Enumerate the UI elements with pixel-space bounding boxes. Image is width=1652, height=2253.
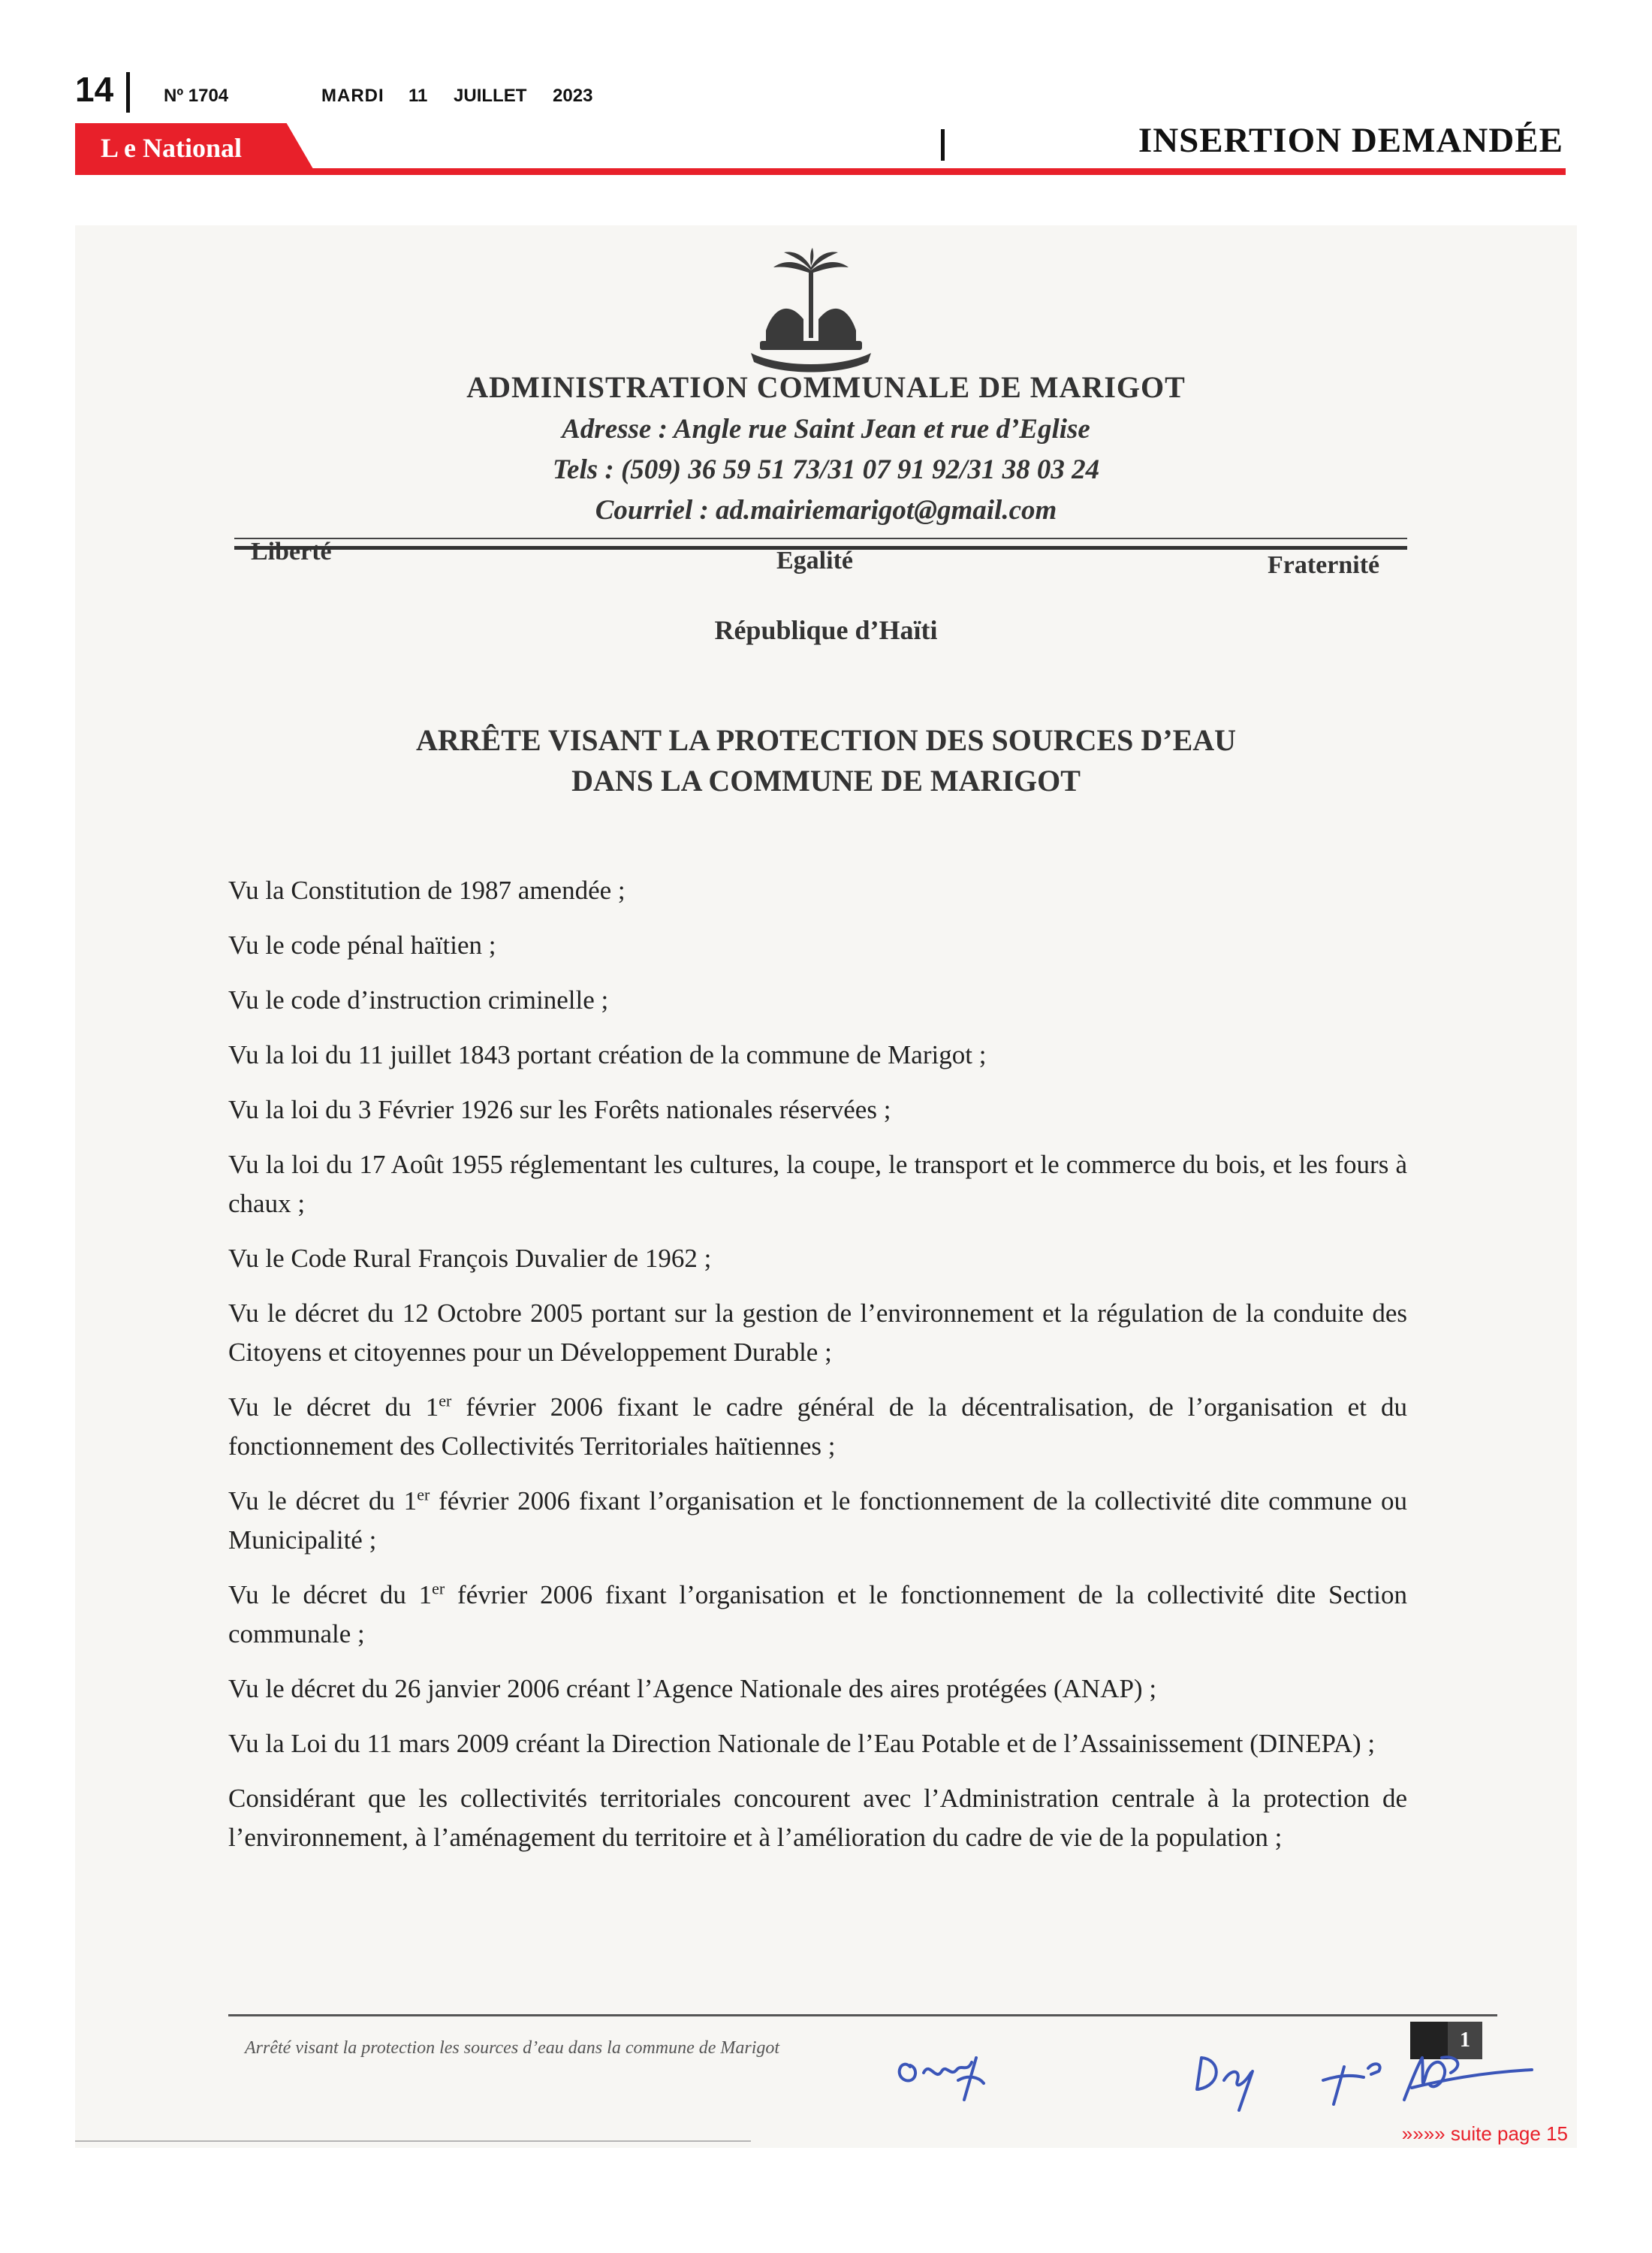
decree-date: février 2006 [445,1580,605,1609]
newspaper-header [0,0,1652,180]
motto-liberte: Liberté [251,538,332,566]
paragraph [228,1576,1407,1654]
divider [126,72,130,113]
document-page-number: 1 [1448,2022,1482,2059]
paragraph: Vu le décret du 26 janvier 2006 créant l’Agence Nationale des aires protégées (ANAP) ; [228,1674,1157,1703]
paragraph-text: fixant l’organisation et le fonctionnement de la collectivité dite Section communale ; [228,1580,1407,1648]
paragraph: Vu le décret du 12 Octobre 2005 portant sur la gestion de l’environnement et la régulation de la conduite des Citoyens et citoyennes pour un Développement Durable ; [228,1298,1407,1367]
footer-note: Arrêté visant la protection les sources d’eau dans la commune de Marigot [245,2038,780,2058]
paragraph: Vu la loi du 17 Août 1955 réglementant les cultures, la coupe, le transport et le commerce du bois, et les fours à chaux ; [228,1150,1407,1218]
signature-4 [1404,2057,1532,2100]
decree-prefix: Vu le décret du 1 [228,1392,439,1422]
paragraph: Vu le Code Rural François Duvalier de 1962 ; [228,1244,712,1273]
issue-number: Nº 1704 [164,86,229,106]
paragraph: Vu la loi du 3 Février 1926 sur les Forêts nationales réservées ; [228,1095,891,1124]
paragraph: Vu la loi du 11 juillet 1843 portant création de la commune de Marigot ; [228,1040,987,1069]
decree-date: février 2006 [451,1392,617,1422]
motto-egalite: Egalité [776,547,853,575]
section-title: INSERTION DEMANDÉE [1138,121,1563,160]
motto-fraternite: Fraternité [1268,551,1380,579]
decree-superscript: er [439,1391,452,1410]
header-rule [75,168,1566,175]
brand-name: L e National [101,133,243,163]
paragraph: Vu le code pénal haïtien ; [228,930,496,960]
document-title-line-1: ARRÊTE VISANT LA PROTECTION DES SOURCES D’EAU [415,723,1237,757]
paragraph [228,1482,1407,1560]
administration-title: ADMINISTRATION COMMUNALE DE MARIGOT [466,370,1186,404]
signature-3 [1323,2064,1380,2104]
paragraph: Considérant que les collectivités territoriales concourent avec l’Administration centrale à la protection de l’environnement, à l’aménagement du territoire et à l’amélioration du cadre de vie de la population ; [228,1784,1407,1852]
issue-date: 11 JUILLET 2023 [408,86,593,106]
divider [941,129,945,161]
issue-day: MARDI [321,86,384,106]
signature-2 [1197,2058,1253,2110]
republic-name: République d’Haïti [714,615,938,645]
decree-superscript: er [417,1485,430,1504]
paragraph: Vu la Constitution de 1987 amendée ; [228,876,626,905]
decree-prefix: Vu le décret du 1 [228,1580,433,1609]
decree-prefix: Vu le décret du 1 [228,1486,418,1516]
paragraph-text: fixant le cadre général de la décentralisation, de l’organisation et du fonctionnement des Collectivités Territoriales haïtiennes ; [228,1392,1407,1461]
decree-superscript: er [432,1579,445,1598]
paragraph: Vu le code d’instruction criminelle ; [228,985,609,1015]
scan-edge [75,2140,751,2142]
document-body [228,871,1407,1873]
paragraph [228,1388,1407,1466]
email-line: Courriel : ad.mairiemarigot@gmail.com [595,495,1057,526]
paragraph-text: fixant l’organisation et le fonctionnement de la collectivité dite commune ou Municipalité ; [228,1486,1408,1555]
decree-date: février 2006 [430,1486,579,1516]
continuation-note: »»»» suite page 15 [1401,2122,1568,2145]
phone-line: Tels : (509) 36 59 51 73/31 07 91 92/31 38 03 24 [552,454,1100,485]
page-number: 14 [75,70,114,109]
coat-of-arms-icon [751,248,871,376]
footer-rule [228,2014,1497,2016]
paragraph: Vu la Loi du 11 mars 2009 créant la Direction Nationale de l’Eau Potable et de l’Assainissement (DINEPA) ; [228,1729,1376,1758]
address-line: Adresse : Angle rue Saint Jean et rue d’Eglise [562,414,1090,445]
document-title-line-2: DANS LA COMMUNE DE MARIGOT [571,764,1081,798]
signature-1 [900,2058,984,2100]
